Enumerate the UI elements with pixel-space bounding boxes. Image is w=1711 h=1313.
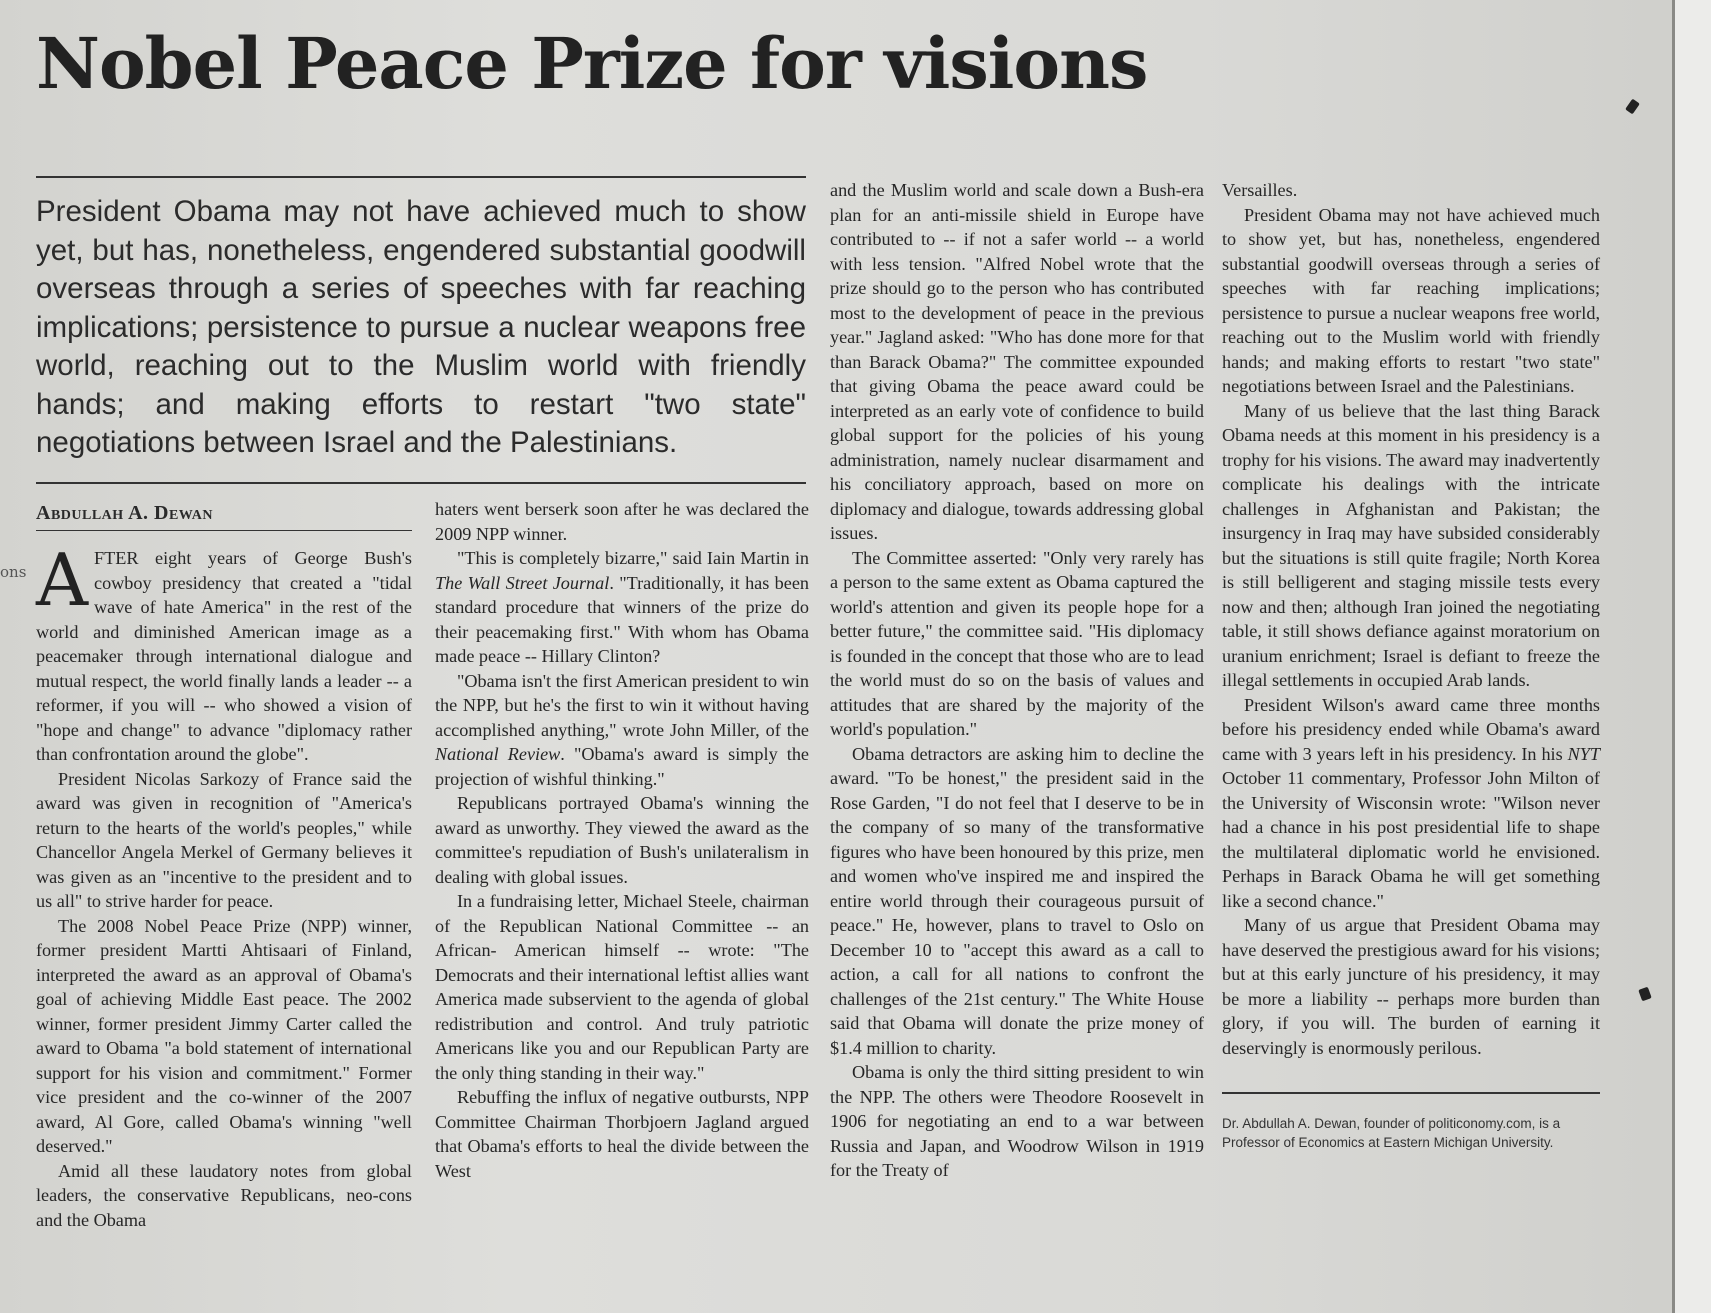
paragraph: FTER eight years of George Bush's cowboy presidency that created a "tidal wave of hate America" in the rest of the world and diminished American image as a peacemaker through international dialogue and mutual respect, the world finally lands a leader -- a reformer, if you will -- who showed a vision of "hope and change" to advance "diplomacy rather than confrontation around the globe". [36,548,412,764]
paragraph: Rebuffing the influx of negative outbursts, NPP Committee Chairman Thorbjoern Jagland argued that Obama's efforts to heal the divide between the West [435,1087,809,1181]
paragraph: Many of us argue that President Obama may have deserved the prestigious award for his visions; but at this early juncture of his presidency, it may be more a liability -- perhaps more burden than glory, if you will. The burden of earning it deservingly is enormously perilous. [1222,915,1600,1058]
gutter-text-fragment: ons [0,563,27,581]
byline-rule [36,530,412,531]
article-column-3 [830,178,1204,1183]
paragraph: "Obama isn't the first American president to win the NPP, but he's the first to win it without having accomplished anything," wrote John Miller, of the National Review. "Obama's award is simply the projection of wishful thinking." [435,670,809,789]
author-bio: Dr. Abdullah A. Dewan, founder of politiconomy.com, is a Professor of Economics at Eastern Michigan University. [1222,1092,1600,1152]
paragraph: President Obama may not have achieved much to show yet, but has, nonetheless, engendered substantial goodwill overseas through a series of speeches with far reaching implications; persistence to pursue a nuclear weapons free world, reaching out to the Muslim world with friendly hands; and making efforts to restart "two state" negotiations between Israel and the Palestinians. [1222,204,1600,396]
article-column-1 [36,538,412,1232]
paragraph: Obama detractors are asking him to decline the award. "To be honest," the president said in the Rose Garden, "I do not feel that I deserve to be in the company of so many of the transformative figures who have been honoured by this prize, men and women who've inspired me and inspired the entire world through their courageous pursuit of peace." He, however, plans to travel to Oslo on December 10 to "accept this award as a call to action, a call for all nations to confront the challenges of the 21st century." The White House said that Obama will donate the prize money of $1.4 million to charity. [830,743,1204,1058]
headline: Nobel Peace Prize for visions [36,22,1148,105]
paragraph: President Nicolas Sarkozy of France said the award was given in recognition of "America's return to the hearts of the world's peoples," while Chancellor Angela Merkel of Germany believes it was given as an "incentive to the president and to us all" to strive harder for peace. [36,768,412,911]
publication-name: The Wall Street Journal [435,572,610,593]
deck-bottom-rule [36,482,806,484]
deck-top-rule [36,176,806,178]
publication-name: National Review [435,744,561,764]
paragraph: Many of us believe that the last thing Barack Obama needs at this moment in his presidency is a trophy for his visions. The award may inadvertently complicate his dealings with the intricate challenges in Afghanistan and Pakistan; the insurgency in Iraq may have subsided considerably but the situations is still quite fragile; North Korea is still belligerent and staging missile tests every now and then; although Iran joined the negotiating table, it still shows defiance against moratorium on uranium enrichment; Israel is defiant to freeze the illegal settlements in occupied Arab lands. [1222,400,1600,690]
page-edge [1675,0,1711,1313]
paragraph: "This is completely bizarre," said Iain Martin in The Wall Street Journal. "Traditionally, it has been standard procedure that winners of the prize do their peacemaking first." With whom has Obama made peace -- Hillary Clinton? [435,548,809,666]
ink-speck [1625,99,1640,115]
drop-cap: A [36,538,88,622]
paragraph: and the Muslim world and scale down a Bush-era plan for an anti-missile shield in Europe have contributed to -- if not a safer world -- a world with less tension. "Alfred Nobel wrote that the prize should go to the person who has contributed most to the development of peace in the previous year." Jagland asked: "Who has done more for that than Barack Obama?" The committee expounded that giving Obama the peace award could be interpreted as an early vote of confidence to build global support for the policies of his young administration, namely nuclear disarmament and his conciliatory approach, based on more on diplomacy and dialogue, towards addressing global issues. [830,180,1204,543]
publication-name: NYT [1567,743,1600,764]
paragraph: Versailles. [1222,180,1298,200]
article-column-4 [1222,178,1600,1152]
paragraph: The 2008 Nobel Peace Prize (NPP) winner, former president Martti Ahtisaari of Finland, interpreted the award as an approval of Obama's goal of achieving Middle East peace. The 2002 winner, former president Jimmy Carter called the award to Obama "a bold statement of international support for his vision and commitment." Former vice president and the co-winner of the 2007 award, Al Gore, called Obama's winning "well deserved." [36,915,412,1156]
deck-summary: President Obama may not have achieved much to show yet, but has, nonetheless, engendered substantial goodwill overseas through a series of speeches with far reaching implications; persistence to pursue a nuclear weapons free world, reaching out to the Muslim world with friendly hands; and making efforts to restart "two state" negotiations between Israel and the Palestinians. [36,195,806,459]
paragraph: The Committee asserted: "Only very rarely has a person to the same extent as Obama captured the world's attention and given its people hope for a better future," the committee said. "His diplomacy is founded in the concept that those who are to lead the world must do so on the basis of values and attitudes that are shared by the majority of the world's population." [830,547,1204,739]
paragraph: Obama is only the third sitting president to win the NPP. The others were Theodore Roosevelt in 1906 for negotiating an end to a war between Russia and Japan, and Woodrow Wilson in 1919 for the Treaty of [830,1062,1204,1180]
ink-speck [1638,987,1652,1002]
paragraph: haters went berserk soon after he was declared the 2009 NPP winner. [435,499,809,544]
article-column-2 [435,497,809,1183]
byline: Abdullah A. Dewan [36,502,213,524]
paragraph: Republicans portrayed Obama's winning the award as unworthy. They viewed the award as the committee's repudiation of Bush's unilateralism in dealing with global issues. [435,793,809,887]
paragraph: President Wilson's award came three months before his presidency ended while Obama's award came with 3 years left in his presidency. In his NYT October 11 commentary, Professor John Milton of the University of Wisconsin wrote: "Wilson never had a chance in his post presidential life to shape the multilateral diplomatic world he envisioned. Perhaps in Barack Obama he will get something like a second chance." [1222,694,1600,911]
paragraph: Amid all these laudatory notes from global leaders, the conservative Republicans, neo-cons and the Obama [36,1160,412,1230]
paragraph: In a fundraising letter, Michael Steele, chairman of the Republican National Committee -- an African- American himself -- wrote: "The Democrats and their international leftist allies want America made subservient to the agenda of global redistribution and control. And truly patriotic Americans like you and our Republican Party are the only thing standing in their way." [435,891,809,1083]
